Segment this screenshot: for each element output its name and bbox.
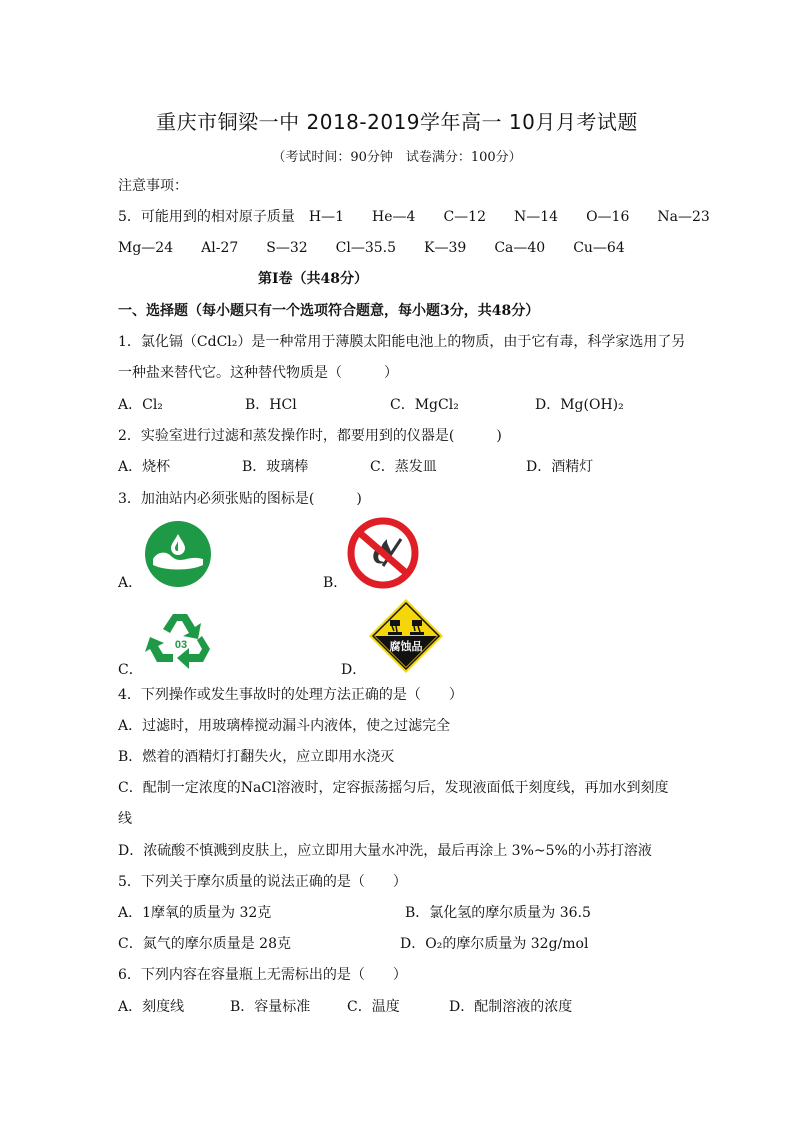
q4-option-c-line-1: C．配制一定浓度的NaCl溶液时，定容振荡摇匀后，发现液面低于刻度线，再加水到刻度 [118, 780, 669, 796]
q5-option-d: D．O₂的摩尔质量为 32g/mol [400, 936, 589, 952]
atomic-masses-line-2 [118, 238, 653, 258]
q2-option-d: D．酒精灯 [526, 459, 594, 475]
q1-option-b: B．HCl [245, 397, 297, 413]
q2-option-a: A．烧杯 [118, 459, 171, 475]
atomic-mass-item-2: C—12 [443, 209, 486, 225]
q1-option-d: D．Mg(OH)₂ [535, 397, 624, 413]
q2-option-c: C．蒸发皿 [370, 459, 437, 475]
q1-stem-line-1: 1．氯化镉（CdCl₂）是一种常用于薄膜太阳能电池上的物质，由于它有毒，科学家选用了另 [118, 334, 686, 350]
q2-stem: 2．实验室进行过滤和蒸发操作时，都要用到的仪器是( ) [118, 428, 502, 444]
corrosive-sign-icon [368, 598, 444, 674]
atomic-masses-row-2 [118, 240, 653, 256]
q4-option-a: A．过滤时，用玻璃棒搅动漏斗内液体，使之过滤完全 [118, 718, 451, 734]
atomic-mass-item-4: O—16 [586, 209, 630, 225]
q6-option-b: B．容量标准 [230, 999, 311, 1015]
no-open-flame-sign-icon [347, 517, 419, 589]
q5-option-c: C．氮气的摩尔质量是 28克 [118, 936, 291, 952]
atomic-mass-item-4: K—39 [424, 240, 467, 256]
part-one-heading: 一、选择题（每小题只有一个选项符合题意，每小题3分，共48分） [118, 303, 540, 319]
q4-option-b: B．燃着的酒精灯打翻失火，应立即用水浇灭 [118, 749, 395, 765]
q6-option-c: C．温度 [347, 999, 400, 1015]
atomic-mass-item-5: Na—23 [657, 209, 710, 225]
atomic-mass-item-0: Mg—24 [118, 240, 174, 256]
q3-option-b-label: B． [323, 575, 348, 591]
recycle-number-label: 03 [174, 639, 188, 651]
q1-option-c: C．MgCl₂ [390, 397, 459, 413]
atomic-mass-item-0: H—1 [308, 209, 345, 225]
atomic-mass-item-3: Cl—35.5 [335, 240, 397, 256]
q1-stem-line-2: 一种盐来替代它。这种替代物质是（ ） [118, 365, 398, 381]
q4-stem: 4．下列操作或发生事故时的处理方法正确的是（ ） [118, 687, 463, 703]
q6-option-a: A．刻度线 [118, 999, 185, 1015]
section-header: 第Ⅰ卷（共48分） [258, 271, 369, 287]
q5-option-a: A．1摩氧的质量为 32克 [118, 905, 272, 921]
atomic-masses-line-1 [118, 207, 738, 227]
recycling-sign-icon [143, 606, 219, 674]
q6-stem: 6．下列内容在容量瓶上无需标出的是（ ） [118, 967, 407, 983]
water-saving-sign-icon [143, 519, 213, 589]
q2-option-b: B．玻璃棒 [242, 459, 309, 475]
q5-stem: 5．下列关于摩尔质量的说法正确的是（ ） [118, 874, 407, 890]
q3-option-c-label: C． [118, 662, 143, 678]
exam-info: （考试时间：90分钟 试卷满分：100分） [272, 150, 522, 165]
atomic-mass-item-6: Cu—64 [573, 240, 625, 256]
atomic-mass-item-1: He—4 [372, 209, 416, 225]
atomic-mass-item-1: Al-27 [201, 240, 239, 256]
q5-option-b: B．氯化氢的摩尔质量为 36.5 [405, 905, 591, 921]
q4-option-d: D．浓硫酸不慎溅到皮肤上，应立即用大量水冲洗，最后再涂上 3%~5%的小苏打溶液 [118, 843, 652, 859]
corrosive-label: 腐蚀品 [389, 640, 423, 653]
atomic-masses-intro: 5．可能用到的相对原子质量 [118, 209, 295, 225]
page-title: 重庆市铜梁一中 2018-2019学年高一 10月月考试题 [156, 110, 638, 134]
q1-option-a: A．Cl₂ [118, 397, 163, 413]
q4-option-c-line-2: 线 [118, 811, 132, 827]
q3-option-a-label: A． [118, 575, 143, 591]
q6-option-d: D．配制溶液的浓度 [449, 999, 573, 1015]
atomic-masses-row-1 [309, 209, 738, 225]
atomic-mass-item-3: N—14 [513, 209, 559, 225]
notice-label: 注意事项： [118, 178, 188, 194]
atomic-mass-item-5: Ca—40 [494, 240, 546, 256]
q3-stem: 3．加油站内必须张贴的图标是( ) [118, 491, 362, 507]
q3-option-d-label: D． [341, 662, 367, 678]
atomic-mass-item-2: S—32 [266, 240, 308, 256]
